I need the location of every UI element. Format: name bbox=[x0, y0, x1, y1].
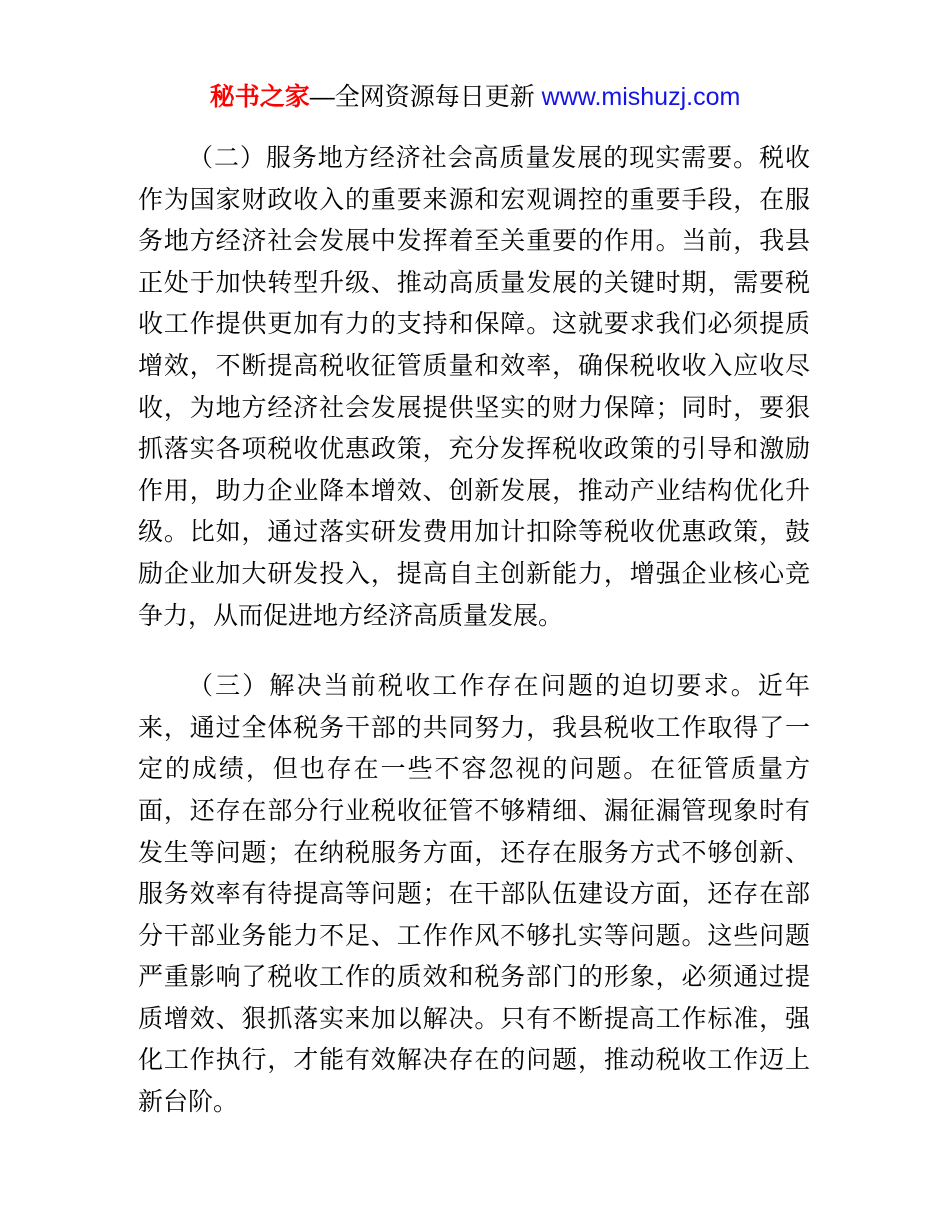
site-header bbox=[0, 82, 950, 112]
paragraph: （二）服务地方经济社会高质量发展的现实需要。税收作为国家财政收入的重要来源和宏观调控的重要手段，在服务地方经济社会发展中发挥着至关重要的作用。当前，我县正处于加快转型升级、推动高质量发展的关键时期，需要税收工作提供更加有力的支持和保障。这就要求我们必须提质增效，不断提高税收征管质量和效率，确保税收收入应收尽收，为地方经济社会发展提供坚实的财力保障；同时，要狠抓落实各项税收优惠政策，充分发挥税收政策的引导和激励作用，助力企业降本增效、创新发展，推动产业结构优化升级。比如，通过落实研发费用加计扣除等税收优惠政策，鼓励企业加大研发投入，提高自主创新能力，增强企业核心竞争力，从而促进地方经济高质量发展。 bbox=[138, 144, 810, 630]
site-url-link[interactable]: www.mishuzj.com bbox=[541, 83, 741, 111]
site-tagline: —全网资源每日更新 bbox=[309, 83, 542, 111]
document-body bbox=[0, 138, 950, 1124]
paragraph: （三）解决当前税收工作存在问题的迫切要求。近年来，通过全体税务干部的共同努力，我县税收工作取得了一定的成绩，但也存在一些不容忽视的问题。在征管质量方面，还存在部分行业税收征管不够精细、漏征漏管现象时有发生等问题；在纳税服务方面，还存在服务方式不够创新、服务效率有待提高等问题；在干部队伍建设方面，还存在部分干部业务能力不足、工作作风不够扎实等问题。这些问题严重影响了税收工作的质效和税务部门的形象，必须通过提质增效、狠抓落实来加以解决。只有不断提高工作标准，强化工作执行，才能有效解决存在的问题，推动税收工作迈上新台阶。 bbox=[138, 672, 810, 1117]
site-brand: 秘书之家 bbox=[209, 83, 310, 111]
